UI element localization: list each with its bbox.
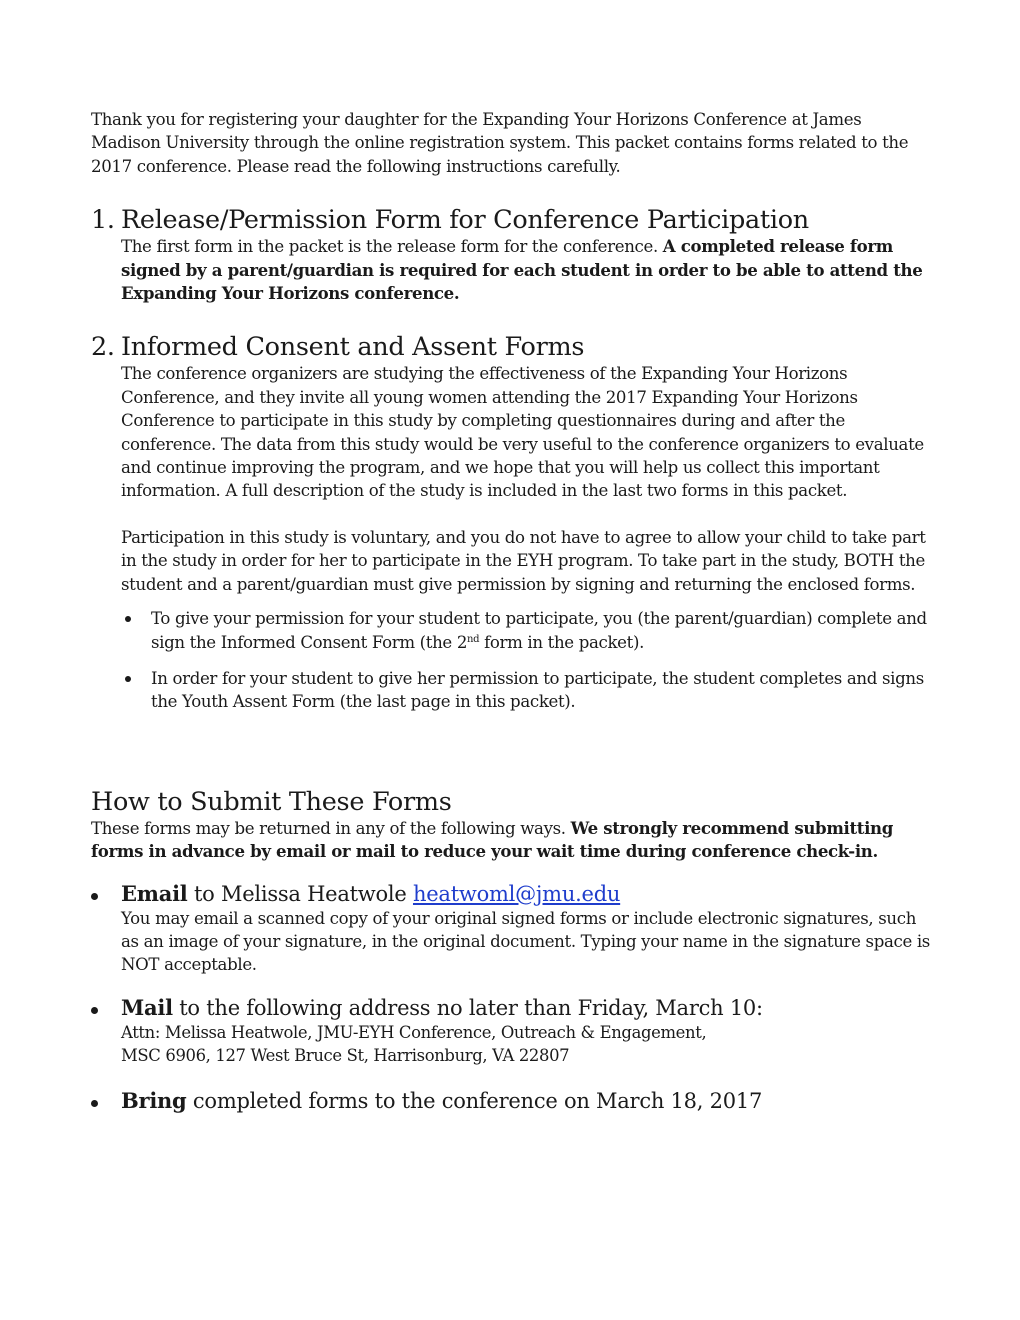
- bullet-1-text: To give your permission for your student to participate, you (the parent/guardian) complete and sign the Informed Consent Form (the 2: [151, 609, 927, 652]
- bring-method: [91, 1088, 931, 1114]
- submit-text: These forms may be returned in any of the following ways.: [91, 818, 571, 838]
- list-item: [91, 667, 931, 714]
- mail-address-line-2: MSC 6906, 127 West Bruce St, Harrisonburg, VA 22807: [121, 1046, 570, 1066]
- email-heading: [121, 881, 931, 907]
- mail-heading: [121, 995, 931, 1021]
- email-label: Email: [121, 880, 188, 906]
- bullet-2-text: In order for your student to give her permission to participate, the student completes and signs the Youth Assent Form (the last page in this packet).: [151, 668, 924, 712]
- section-1-paragraph: [121, 235, 931, 305]
- intro-paragraph: Thank you for registering your daughter for the Expanding Your Horizons Conference at James Madison University through the online registration system. This packet contains forms related to the 2017 conference. Please read the following instructions carefully.: [91, 110, 909, 176]
- mail-label: Mail: [121, 994, 173, 1020]
- bring-heading: [121, 1088, 931, 1114]
- section-1-body: [121, 235, 931, 305]
- submit-bold-text: We strongly recommend submitting forms in advance by email or mail to reduce your wait time during conference check-in.: [91, 817, 894, 862]
- email-text: to Melissa Heatwole: [187, 881, 413, 906]
- email-method: [91, 881, 931, 977]
- email-note: You may email a scanned copy of your original signed forms or include electronic signatures, such as an image of your signature, in the original document. Typing your name in the signature space is NOT acceptable.: [121, 908, 930, 975]
- submit-heading: How to Submit These Forms: [91, 786, 452, 817]
- mail-address-line-1: Attn: Melissa Heatwole, JMU-EYH Conference, Outreach & Engagement,: [121, 1022, 707, 1042]
- document-page: [91, 108, 931, 1114]
- bullet-dot-icon: [91, 1007, 98, 1014]
- mail-method: [91, 995, 931, 1068]
- bring-text: completed forms to the conference on March 18, 2017: [186, 1088, 763, 1113]
- section-1-heading: [91, 205, 931, 235]
- section-2-paragraph-1: The conference organizers are studying the effectiveness of the Expanding Your Horizons Conference, and they invite all young women attending the 2017 Expanding Your Horizons Conference to participate in this study by completing questionnaires during and after the conference. The data from this study would be very useful to the conference organizers to evaluate and continue improving the program, and we hope that you will help us collect this important information. A full description of the study is included in the last two forms in this packet.: [121, 364, 924, 501]
- bullet-1-text-end: form in the packet).: [479, 632, 645, 652]
- section-1-bold-text: A completed release form signed by a parent/guardian is required for each student in order to be able to attend the Expanding Your Horizons conference.: [121, 236, 923, 304]
- section-1-number: 1.: [91, 205, 115, 236]
- email-link[interactable]: heatwoml@jmu.edu: [412, 881, 621, 906]
- section-2-number: 2.: [91, 332, 115, 363]
- ordinal-superscript: nd: [467, 633, 480, 645]
- section-2-heading: [91, 332, 931, 362]
- bullet-dot-icon: [125, 676, 131, 682]
- bullet-dot-icon: [91, 893, 98, 900]
- consent-bullet-list: [91, 607, 931, 714]
- section-2-body: [121, 362, 931, 596]
- section-1-text: The first form in the packet is the release form for the conference.: [121, 237, 663, 257]
- mail-text: to the following address no later than Friday, March 10:: [172, 995, 763, 1020]
- bullet-dot-icon: [91, 1100, 98, 1107]
- section-1-title: Release/Permission Form for Conference Participation: [121, 205, 809, 236]
- submit-paragraph: [91, 817, 931, 864]
- list-item: [91, 607, 931, 654]
- bullet-dot-icon: [125, 616, 131, 622]
- section-2-title: Informed Consent and Assent Forms: [121, 332, 585, 363]
- bring-label: Bring: [121, 1087, 187, 1113]
- section-2-paragraph-2: Participation in this study is voluntary, and you do not have to agree to allow your child to take part in the study in order for her to participate in the EYH program. To take part in the study, BOTH the student and a parent/guardian must give permission by signing and returning the enclosed forms.: [121, 527, 926, 594]
